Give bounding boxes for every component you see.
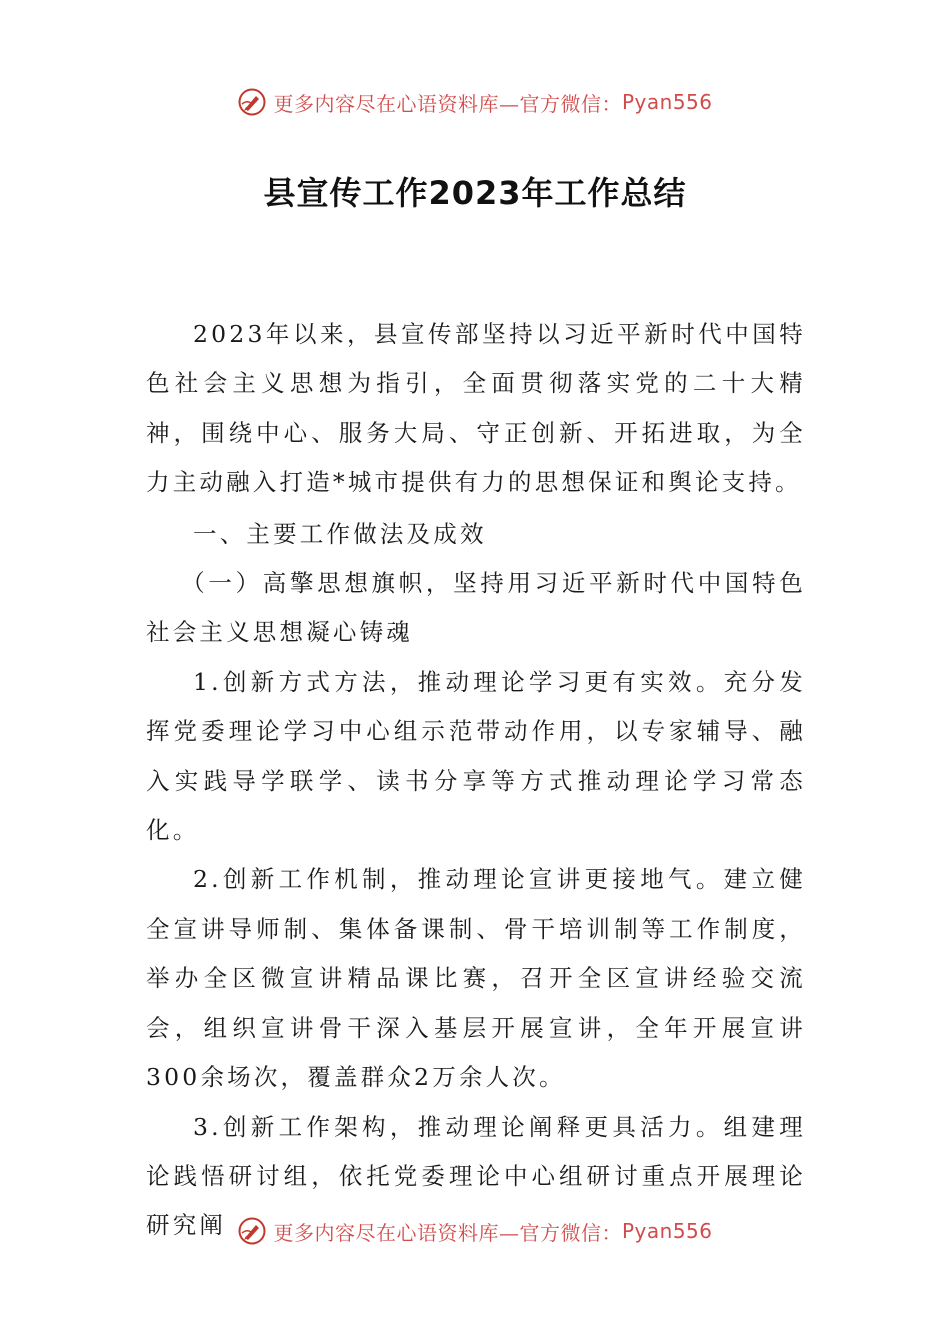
pen-circle-logo-icon (237, 87, 267, 117)
subsection-heading: （一）高擎思想旗帜，坚持用习近平新时代中国特色社会主义思想凝心铸魂 (146, 569, 806, 647)
paragraph-item-3: 3.创新工作架构，推动理论阐释更具活力。组建理论践悟研讨组，依托党委理论中心组研讨重点开展理论研究阐 (146, 1112, 806, 1240)
watermark-banner-bottom (0, 1211, 950, 1251)
watermark-text: 更多内容尽在心语资料库—官方微信： (273, 1220, 622, 1245)
document-body (146, 310, 806, 1251)
watermark-wechat-id: Pyan556 (621, 90, 713, 114)
paragraph-item-2: 2.创新工作机制，推动理论宣讲更接地气。建立健全宣讲导师制、集体备课制、骨干培训制等工作制度，举办全区微宣讲精品课比赛，召开全区宣讲经验交流会，组织宣讲骨干深入基层开展宣讲，全年开展宣讲300余场次，覆盖群众2万余人次。 (146, 865, 806, 1092)
pen-circle-logo-icon (237, 1216, 267, 1246)
watermark-text: 更多内容尽在心语资料库—官方微信： (273, 91, 622, 116)
document-title: 县宣传工作2023年工作总结 (263, 174, 687, 212)
watermark-wechat-id: Pyan556 (621, 1219, 713, 1243)
section-heading: 一、主要工作做法及成效 (193, 519, 487, 548)
watermark-banner-top (0, 82, 950, 122)
paragraph-item-1: 1.创新方式方法，推动理论学习更有实效。充分发挥党委理论学习中心组示范带动作用，以专家辅导、融入实践导学联学、读书分享等方式推动理论学习常态化。 (146, 667, 806, 845)
paragraph-intro: 2023年以来，县宣传部坚持以习近平新时代中国特色社会主义思想为指引，全面贯彻落实党的二十大精神，围绕中心、服务大局、守正创新、开拓进取，为全力主动融入打造*城市提供有力的思想保证和舆论支持。 (146, 320, 806, 497)
